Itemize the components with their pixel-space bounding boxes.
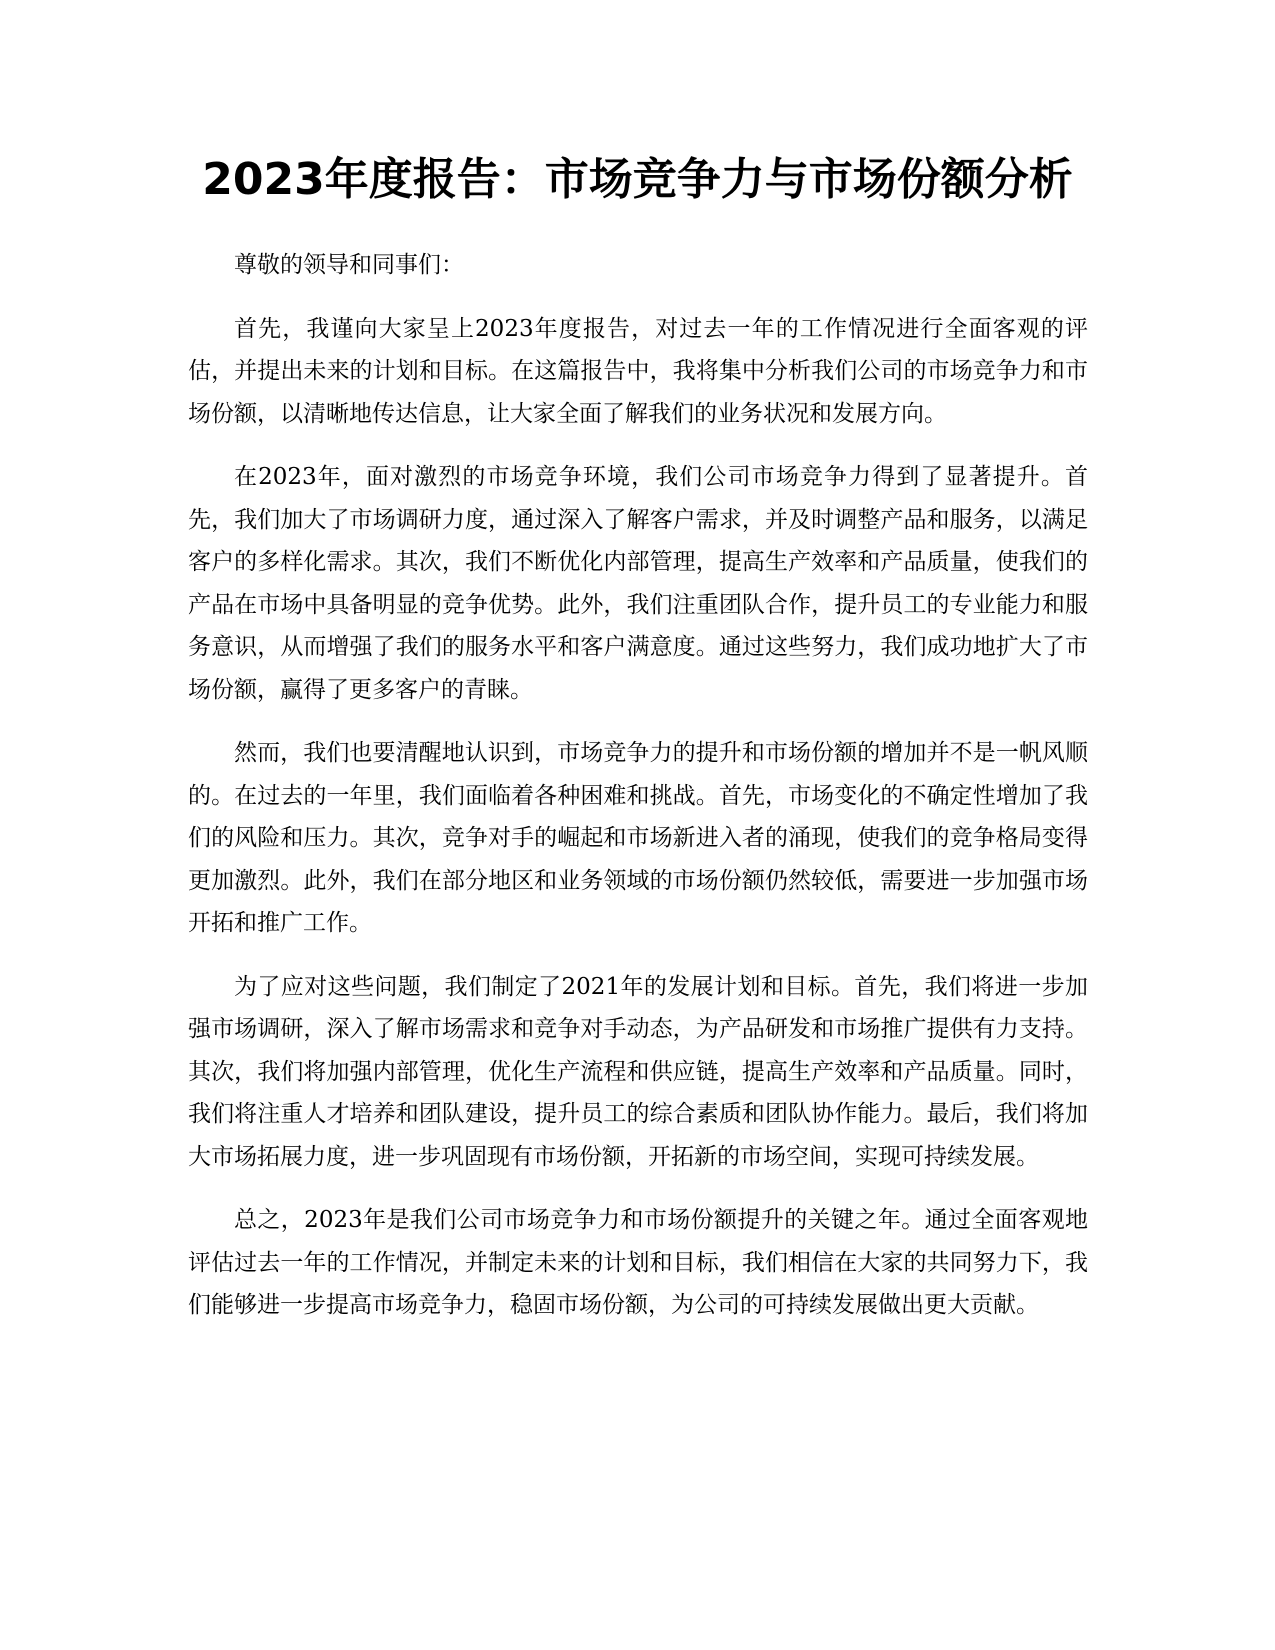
paragraph-introduction: 首先，我谨向大家呈上2023年度报告，对过去一年的工作情况进行全面客观的评估，并提出未来的计划和目标。在这篇报告中，我将集中分析我们公司的市场竞争力和市场份额，以清晰地传达信息，让大家全面了解我们的业务状况和发展方向。 [188,315,1088,427]
document-title: 2023年度报告：市场竞争力与市场份额分析 [202,154,1073,205]
paragraph-competitiveness: 在2023年，面对激烈的市场竞争环境，我们公司市场竞争力得到了显著提升。首先，我们加大了市场调研力度，通过深入了解客户需求，并及时调整产品和服务，以满足客户的多样化需求。其次，我们不断优化内部管理，提高生产效率和产品质量，使我们的产品在市场中具备明显的竞争优势。此外，我们注重团队合作，提升员工的专业能力和服务意识，从而增强了我们的服务水平和客户满意度。通过这些努力，我们成功地扩大了市场份额，赢得了更多客户的青睐。 [188,464,1088,703]
document-body [188,244,1088,1348]
paragraph-salutation: 尊敬的领导和同事们： [234,252,464,278]
paragraph-conclusion: 总之，2023年是我们公司市场竞争力和市场份额提升的关键之年。通过全面客观地评估过去一年的工作情况，并制定未来的计划和目标，我们相信在大家的共同努力下，我们能够进一步提高市场竞争力，稳固市场份额，为公司的可持续发展做出更大贡献。 [188,1207,1088,1318]
paragraph-challenges: 然而，我们也要清醒地认识到，市场竞争力的提升和市场份额的增加并不是一帆风顺的。在过去的一年里，我们面临着各种困难和挑战。首先，市场变化的不确定性增加了我们的风险和压力。其次，竞争对手的崛起和市场新进入者的涌现，使我们的竞争格局变得更加激烈。此外，我们在部分地区和业务领域的市场份额仍然较低，需要进一步加强市场开拓和推广工作。 [188,740,1088,936]
paragraph-plans: 为了应对这些问题，我们制定了2021年的发展计划和目标。首先，我们将进一步加强市场调研，深入了解市场需求和竞争对手动态，为产品研发和市场推广提供有力支持。其次，我们将加强内部管理，优化生产流程和供应链，提高生产效率和产品质量。同时，我们将注重人才培养和团队建设，提升员工的综合素质和团队协作能力。最后，我们将加大市场拓展力度，进一步巩固现有市场份额，开拓新的市场空间，实现可持续发展。 [188,973,1088,1170]
